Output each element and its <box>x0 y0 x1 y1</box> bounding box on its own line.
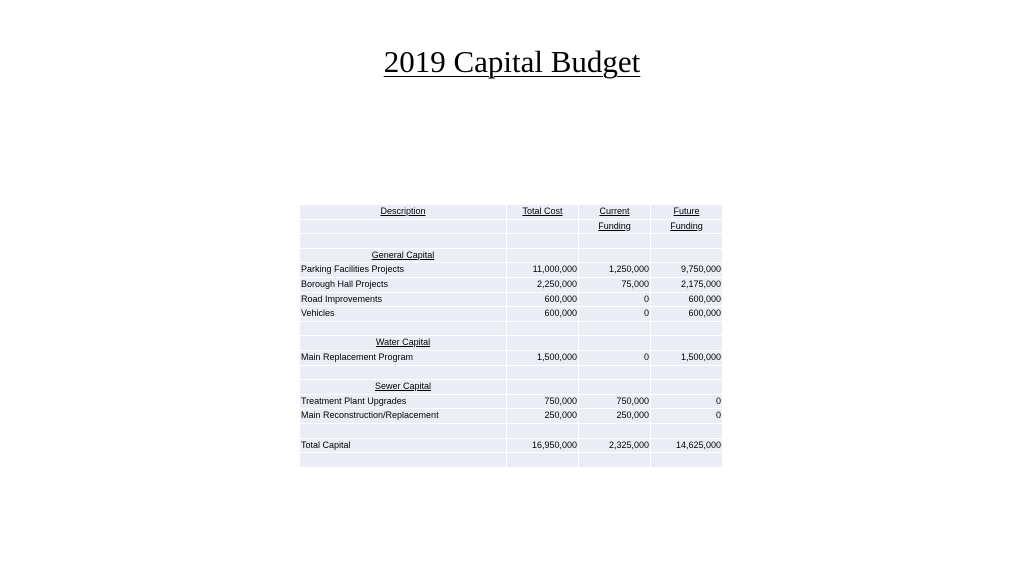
total-row <box>300 439 722 454</box>
row-future-funding: 2,175,000 <box>680 278 721 289</box>
row-current-funding: 2,325,000 <box>579 439 651 453</box>
row-future-funding: 600,000 <box>688 293 721 304</box>
row-future-funding: 9,750,000 <box>680 264 721 275</box>
row-total-cost: 750,000 <box>507 395 579 409</box>
page-title: 2019 Capital Budget <box>383 44 641 79</box>
header-future-funding-line2: Funding <box>670 220 703 231</box>
row-label: Main Replacement Program <box>300 351 507 365</box>
row-label: Borough Hall Projects <box>300 278 507 292</box>
section-general-capital: General Capital <box>300 249 507 263</box>
header-row-1 <box>300 205 722 220</box>
header-total-cost: Total Cost <box>507 205 579 219</box>
row-label: Road Improvements <box>300 293 507 307</box>
row-total-cost: 2,250,000 <box>507 278 579 292</box>
header-current-funding-line2: Funding <box>579 220 651 234</box>
row-current-funding: 250,000 <box>579 409 651 423</box>
row-current-funding: 0 <box>579 351 651 365</box>
row-total-cost: 11,000,000 <box>507 263 579 277</box>
row-label: Vehicles <box>300 307 507 321</box>
table-row <box>300 351 722 366</box>
row-total-cost: 16,950,000 <box>507 439 579 453</box>
row-future-funding: 0 <box>715 395 721 406</box>
capital-budget-table <box>300 205 722 468</box>
section-water-capital: Water Capital <box>300 336 507 350</box>
table-row <box>300 307 722 322</box>
spacer-row <box>300 366 722 381</box>
row-total-cost: 250,000 <box>507 409 579 423</box>
row-current-funding: 75,000 <box>579 278 651 292</box>
header-current-funding: Current <box>579 205 651 219</box>
row-total-cost: 600,000 <box>507 307 579 321</box>
spacer-row <box>300 453 722 468</box>
empty-cell <box>300 220 507 234</box>
row-future-funding: 600,000 <box>688 308 721 319</box>
row-current-funding: 1,250,000 <box>579 263 651 277</box>
row-future-funding: 14,625,000 <box>675 439 721 450</box>
table-row <box>300 263 722 278</box>
row-current-funding: 0 <box>579 307 651 321</box>
table-row <box>300 395 722 410</box>
row-future-funding: 1,500,000 <box>680 351 721 362</box>
header-description: Description <box>300 205 507 219</box>
row-total-cost: 1,500,000 <box>507 351 579 365</box>
spacer-row <box>300 234 722 249</box>
row-total-cost: 600,000 <box>507 293 579 307</box>
row-future-funding: 0 <box>715 410 721 421</box>
spacer-row <box>300 424 722 439</box>
table-row <box>300 293 722 308</box>
section-row-sewer <box>300 380 722 395</box>
empty-cell <box>507 220 579 234</box>
header-row-2 <box>300 220 722 235</box>
row-label: Main Reconstruction/Replacement <box>300 409 507 423</box>
spacer-row <box>300 322 722 337</box>
header-future-funding: Future <box>673 206 700 216</box>
section-row-general <box>300 249 722 264</box>
section-sewer-capital: Sewer Capital <box>300 380 507 394</box>
table-row <box>300 278 722 293</box>
row-label: Parking Facilities Projects <box>300 263 507 277</box>
row-current-funding: 0 <box>579 293 651 307</box>
row-label: Treatment Plant Upgrades <box>300 395 507 409</box>
table-row <box>300 409 722 424</box>
section-row-water <box>300 336 722 351</box>
row-current-funding: 750,000 <box>579 395 651 409</box>
row-label: Total Capital <box>300 439 507 453</box>
